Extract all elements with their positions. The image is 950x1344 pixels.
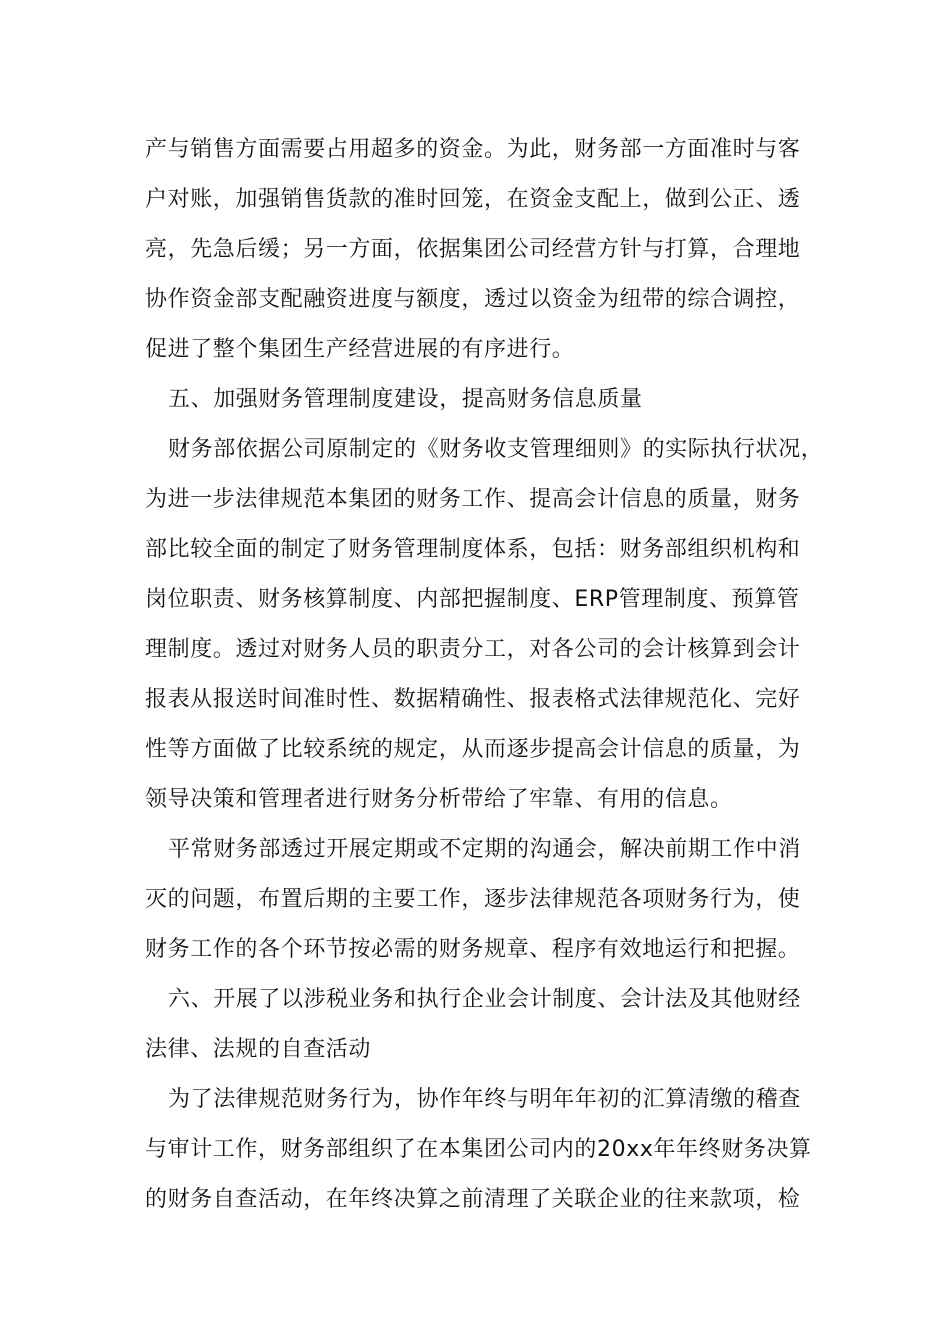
paragraph-line: 协作资金部支配融资进度与额度，透过以资金为纽带的综合调控，	[145, 287, 801, 312]
paragraph-line: 财务部依据公司原制定的《财务收支管理细则》的实际执行状况，	[168, 437, 824, 462]
paragraph-line: 为进一步法律规范本集团的财务工作、提高会计信息的质量，财务	[145, 487, 801, 512]
paragraph-line: 理制度。透过对财务人员的职责分工，对各公司的会计核算到会计	[145, 637, 801, 662]
paragraph-line: 财务工作的各个环节按必需的财务规章、程序有效地运行和把握。	[145, 937, 801, 962]
paragraph-line: 与审计工作，财务部组织了在本集团公司内的20xx年年终财务决算	[145, 1137, 812, 1162]
paragraph-line: 亮，先急后缓；另一方面，依据集团公司经营方针与打算，合理地	[145, 237, 801, 262]
paragraph-line: 灭的问题，布置后期的主要工作，逐步法律规范各项财务行为，使	[145, 887, 801, 912]
section-heading: 五、加强财务管理制度建设，提高财务信息质量	[168, 387, 643, 412]
paragraph-line: 领导决策和管理者进行财务分析带给了牢靠、有用的信息。	[145, 787, 733, 812]
paragraph-line: 平常财务部透过开展定期或不定期的沟通会，解决前期工作中消	[168, 837, 801, 862]
paragraph-line: 部比较全面的制定了财务管理制度体系，包括：财务部组织机构和	[145, 537, 801, 562]
paragraph-line: 的财务自查活动，在年终决算之前清理了关联企业的往来款项，检	[145, 1187, 801, 1212]
section-heading-continuation: 法律、法规的自查活动	[145, 1037, 372, 1062]
paragraph-line: 性等方面做了比较系统的规定，从而逐步提高会计信息的质量，为	[145, 737, 801, 762]
paragraph-line: 户对账，加强销售货款的准时回笼，在资金支配上，做到公正、透	[145, 187, 801, 212]
paragraph-line: 为了法律规范财务行为，协作年终与明年年初的汇算清缴的稽查	[168, 1087, 801, 1112]
section-heading: 六、开展了以涉税业务和执行企业会计制度、会计法及其他财经	[168, 987, 801, 1012]
paragraph-line: 促进了整个集团生产经营进展的有序进行。	[145, 337, 575, 362]
paragraph-line: 报表从报送时间准时性、数据精确性、报表格式法律规范化、完好	[145, 687, 801, 712]
paragraph-line: 岗位职责、财务核算制度、内部把握制度、ERP管理制度、预算管	[145, 587, 800, 612]
paragraph-line: 产与销售方面需要占用超多的资金。为此，财务部一方面准时与客	[145, 137, 801, 162]
